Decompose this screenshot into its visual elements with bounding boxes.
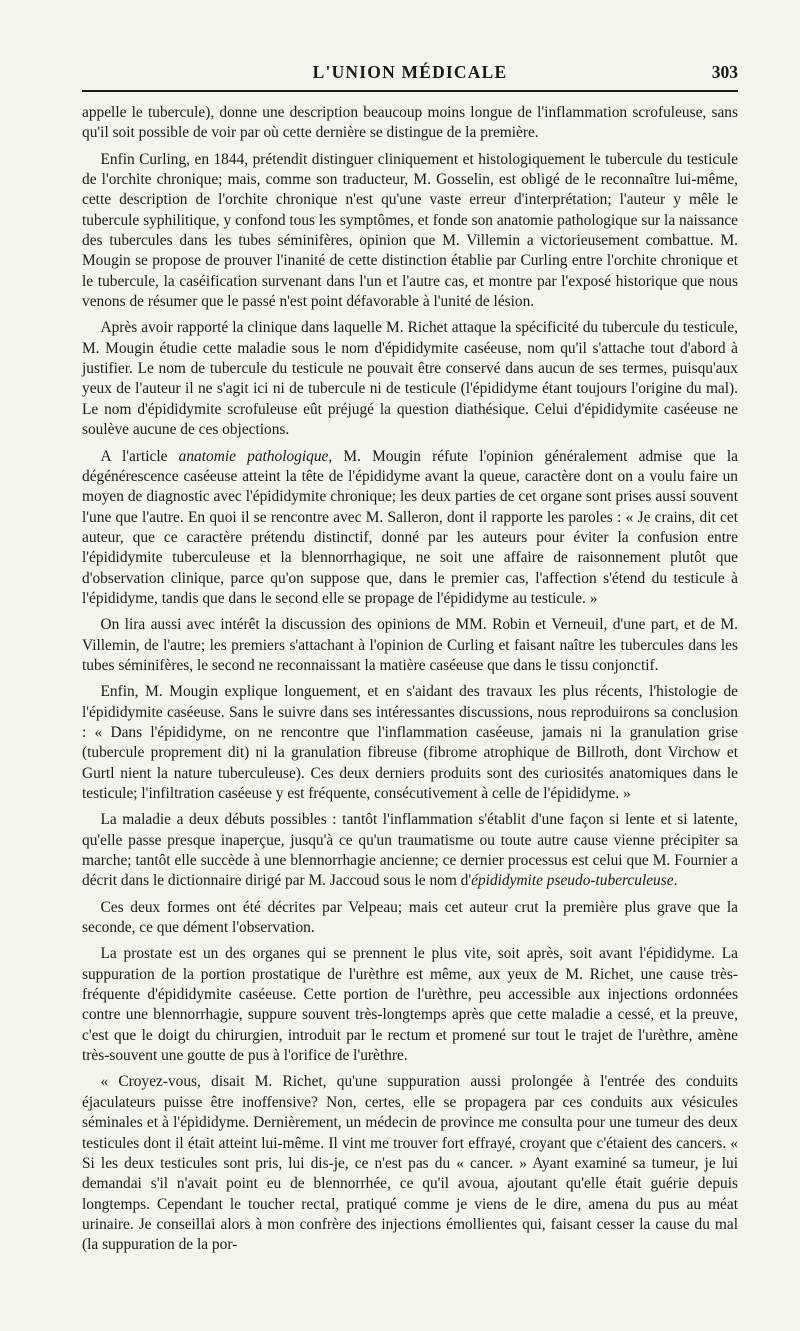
paragraph-8: Ces deux formes ont été décrites par Velpeau; mais cet auteur crut la première plus grave que la seconde, ce que dément l'observation. [82,898,738,937]
paragraph-1: appelle le tubercule), donne une description beaucoup moins longue de l'inflammation scrofuleuse, sans qu'il soit possible de voir par où cette dernière se distingue de la première. [82,104,738,142]
header-rule [82,90,738,92]
paragraph-4 [82,447,738,610]
page-header [82,58,738,88]
paragraph-6: Enfin, M. Mougin explique longuement, et en s'aidant des travaux les plus récents, l'histologie de l'épididymite caséeuse. Sans le suivre dans ses intéressantes discussions, nous reproduirons sa conclusion : « Dans l'épididyme, on ne rencontre que l'inflammation caséeuse, jamais ni la granulation grise (tubercule proprement dit) ni la granulation fibreuse (fibrome atrophique de Billroth, dont Virchow et Gurtl nient la nature tuberculeuse). Ces deux derniers produits sont des curiosités anatomiques dans le testicule; l'infiltration caséeuse y est fréquente, consécutivement à celle de l'épididyme. » [82,683,738,802]
paragraph-2: Enfin Curling, en 1844, prétendit distinguer cliniquement et histologiquement le tubercule du testicule de l'orchite chronique; mais, comme son traducteur, M. Gosselin, est obligé de le reconnaître lui-même, cette description de l'orchite chronique n'est qu'une vaste erreur d'interprétation; l'auteur y mêle le tubercule syphilitique, y confond tous les symptômes, et fonde son anatomie pathologique sur la naissance des tubercules dans les tubes séminifères, opinion que M. Villemin a victorieusement combattue. M. Mougin se propose de prouver l'inanité de cette distinction établie par Curling entre l'orchite chronique et le tubercule, la caséification survenant dans l'un et l'autre cas, et montre par l'exposé historique que nous venons de résumer que le passé n'est point défavorable à l'unité de lésion. [82,150,738,311]
body-text [82,103,738,1262]
paragraph-9: La prostate est un des organes qui se prennent le plus vite, soit après, soit avant l'épididyme. La suppuration de la portion prostatique de l'urèthre est même, aux yeux de M. Richet, une cause très-fréquente d'épididymite caséeuse. Cette portion de l'urèthre, peu accessible aux injections ordonnées contre une blennorrhagie, suppure souvent très-longtemps après que cette maladie a cessé, et la preuve, c'est que le doigt du chirurgien, introduit par le rectum et promené sur tout le trajet de l'urèthre, amène très-souvent une goutte de pus à l'orifice de l'urèthre. [82,945,738,1065]
paragraph-10: « Croyez-vous, disait M. Richet, qu'une suppuration aussi prolongée à l'entrée des conduits éjaculateurs puisse être inoffensive? Non, certes, elle se propagera par ces conduits aux vésicules séminales et à l'épididyme. Dernièrement, un médecin de province me consulta pour une tumeur des deux testicules dont il était atteint lui-même. Il vint me trouver fort effrayé, croyant que c'étaient des cancers. « Si les deux testicules sont pris, lui dis-je, ce n'est pas du « cancer. » Ayant examiné sa tumeur, je lui demandai s'il n'avait point eu de blennorrhée, ce qu'il avoua, ajoutant qu'elle était guérie depuis longtemps. Cependant le toucher rectal, pratiqué comme je viens de le dire, amena du pus au méat urinaire. Je conseillai alors à mon confrère des injections émollientes qui, faisant cesser la cause du mal (la suppuration de la por- [82,1073,738,1254]
disease-term: épididymite pseudo-tuberculeuse [471,872,674,890]
paragraph-7 [82,810,738,891]
page-number: 303 [711,62,738,82]
running-title: L'UNION MÉDICALE [312,62,508,82]
section-reference: anatomie pathologique [178,447,329,465]
paragraph-3: Après avoir rapporté la clinique dans laquelle M. Richet attaque la spécificité du tubercule du testicule, M. Mougin étudie cette maladie sous le nom d'épididymite caséeuse, nom qu'il s'attache tout d'abord à justifier. Le nom de tubercule du testicule ne pouvait être conservé dans aucun de ses termes, puisqu'aux yeux de l'auteur il ne s'agit ici ni de tubercule ni de testicule (l'épididyme étant toujours l'origine du mal). Le nom d'épididymite scrofuleuse eût préjugé la question diathésique. Celui d'épididymite caséeuse ne soulève aucune de ces objections. [82,319,738,439]
paragraph-5: On lira aussi avec intérêt la discussion des opinions de MM. Robin et Verneuil, d'une part, et de M. Villemin, de l'autre; les premiers s'attachant à l'opinion de Curling et faisant naître les tubercules dans les tubes séminifères, le second ne reconnaissant la matière caséeuse que dans le tissu conjonctif. [82,616,738,674]
paragraph-7-end: . [673,872,678,890]
paragraph-4-rest: , M. Mougin réfute l'opinion généralement admise que la dégénérescence caséeuse atteint la tête de l'épididyme avant la queue, caractère dont on a voulu faire un moyen de diagnostic avec l'épididymite chronique; les deux parties de cet organe sont prises aussi souvent l'une que l'autre. En quoi il se rencontre avec M. Salleron, dont il rapporte les paroles : « Je crains, dit cet auteur, que ce caractère prétendu distinctif, donné par les auteurs pour éviter la confusion entre l'épididymite tuberculeuse et la blennorrhagique, ne soit une affaire de raisonnement plutôt que d'observation clinique, parce qu'on suppose que, dans le premier cas, l'affection s'étend du testicule à l'épididyme, tandis que dans le second elle se propage de l'épididyme au testicule. » [82,447,738,607]
paragraph-7-lead: La maladie a deux débuts possibles : tantôt l'inflammation s'établit d'une façon si lente et si latente, qu'elle passe presque inaperçue, jusqu'à ce qu'un traumatisme ou toute autre cause vienne précipiter sa marche; tantôt elle succède à une blennorrhagie ancienne; ce dernier processus est celui que M. Fournier a décrit dans le dictionnaire dirigé par M. Jaccoud sous le nom d' [82,811,738,890]
paragraph-4-lead: A l'article [100,447,179,465]
